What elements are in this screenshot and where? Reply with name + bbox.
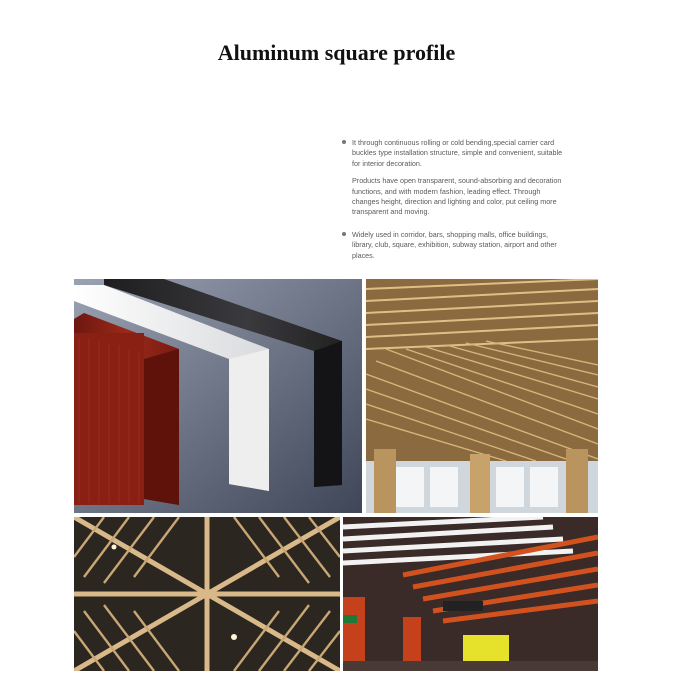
description-text-2: Products have open transparent, sound-absorbing and decoration functions, and with modern fashion, leading effect. Through changes height, direction and lighting and color, put ceiling more transparent and moving. (352, 176, 562, 217)
orange-baffle-ceiling-photo (343, 517, 598, 671)
bullet-icon (342, 232, 346, 236)
product-description (342, 138, 564, 268)
description-paragraph-3 (342, 230, 564, 261)
page-title: Aluminum square profile (217, 40, 456, 65)
triangle-grille-ceiling-photo (74, 517, 340, 671)
bullet-icon (342, 140, 346, 144)
description-paragraph-1 (342, 138, 564, 169)
description-text-3: Widely used in corridor, bars, shopping malls, office buildings, library, club, square, exhibition, subway station, airport and other places. (352, 229, 557, 260)
wood-grille-ceiling-photo (366, 279, 598, 513)
profile-samples-photo (74, 279, 362, 513)
description-text-1: It through continuous rolling or cold bending,special carrier card buckles type installation structure, simple and convenient, suitable for interior decoration. (352, 138, 563, 168)
description-paragraph-2 (342, 176, 564, 218)
